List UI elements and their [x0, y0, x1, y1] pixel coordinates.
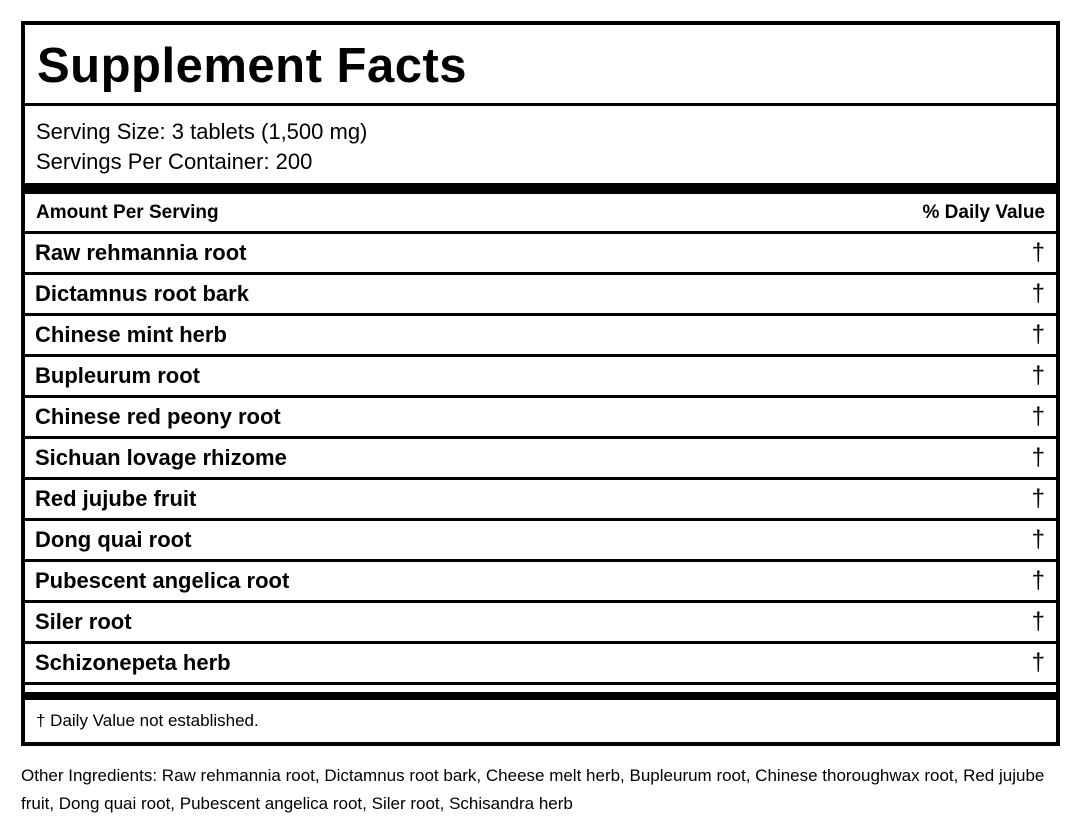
dagger-mark: † [1031, 321, 1045, 348]
ingredient-name: Sichuan lovage rhizome [35, 445, 287, 470]
dagger-mark: † [1031, 485, 1045, 512]
ingredient-name: Red jujube fruit [35, 486, 197, 511]
dagger-mark: † [1031, 567, 1045, 594]
ingredient-row [25, 521, 1056, 562]
dagger-mark: † [1031, 280, 1045, 307]
title-row [25, 25, 1056, 106]
ingredient-name: Chinese red peony root [35, 404, 281, 429]
ingredient-name: Siler root [35, 609, 132, 634]
ingredient-name: Bupleurum root [35, 363, 200, 388]
ingredient-row [25, 398, 1056, 439]
spacer [25, 685, 1056, 692]
dagger-mark: † [1031, 608, 1045, 635]
ingredient-row [25, 357, 1056, 398]
ingredient-row [25, 603, 1056, 644]
dagger-mark: † [1031, 444, 1045, 471]
ingredient-name: Chinese mint herb [35, 322, 227, 347]
serving-info [25, 106, 1056, 183]
ingredient-row [25, 316, 1056, 357]
ingredient-row [25, 439, 1056, 480]
column-header-row [25, 194, 1056, 234]
ingredient-name: Raw rehmannia root [35, 240, 247, 265]
bottom-thick-divider [25, 692, 1056, 700]
serving-size: Serving Size: 3 tablets (1,500 mg) [36, 119, 368, 144]
amount-per-serving-header: Amount Per Serving [36, 201, 219, 223]
dagger-mark: † [1031, 649, 1045, 676]
ingredient-name: Dong quai root [35, 527, 192, 552]
panel-title: Supplement Facts [37, 38, 468, 93]
servings-per-container: Servings Per Container: 200 [36, 149, 313, 174]
daily-value-footnote: † Daily Value not established. [36, 711, 259, 730]
dagger-mark: † [1031, 403, 1045, 430]
ingredient-name: Pubescent angelica root [35, 568, 290, 593]
supplement-facts-panel [21, 21, 1060, 746]
dagger-mark: † [1031, 362, 1045, 389]
ingredient-row [25, 234, 1056, 275]
ingredient-name: Dictamnus root bark [35, 281, 249, 306]
ingredient-row [25, 275, 1056, 316]
other-ingredients: Other Ingredients: Raw rehmannia root, Dictamnus root bark, Cheese melt herb, Bupleurum root, Chinese thoroughwax root, Red jujube fruit, Dong quai root, Pubescent angelica root, Siler root, Schisandra herb [21, 766, 1045, 813]
ingredient-row [25, 562, 1056, 603]
dagger-mark: † [1031, 239, 1045, 266]
ingredient-row [25, 644, 1056, 685]
daily-value-header: % Daily Value [922, 201, 1045, 223]
ingredient-name: Schizonepeta herb [35, 650, 231, 675]
dagger-mark: † [1031, 526, 1045, 553]
thick-divider [25, 183, 1056, 194]
ingredient-row [25, 480, 1056, 521]
